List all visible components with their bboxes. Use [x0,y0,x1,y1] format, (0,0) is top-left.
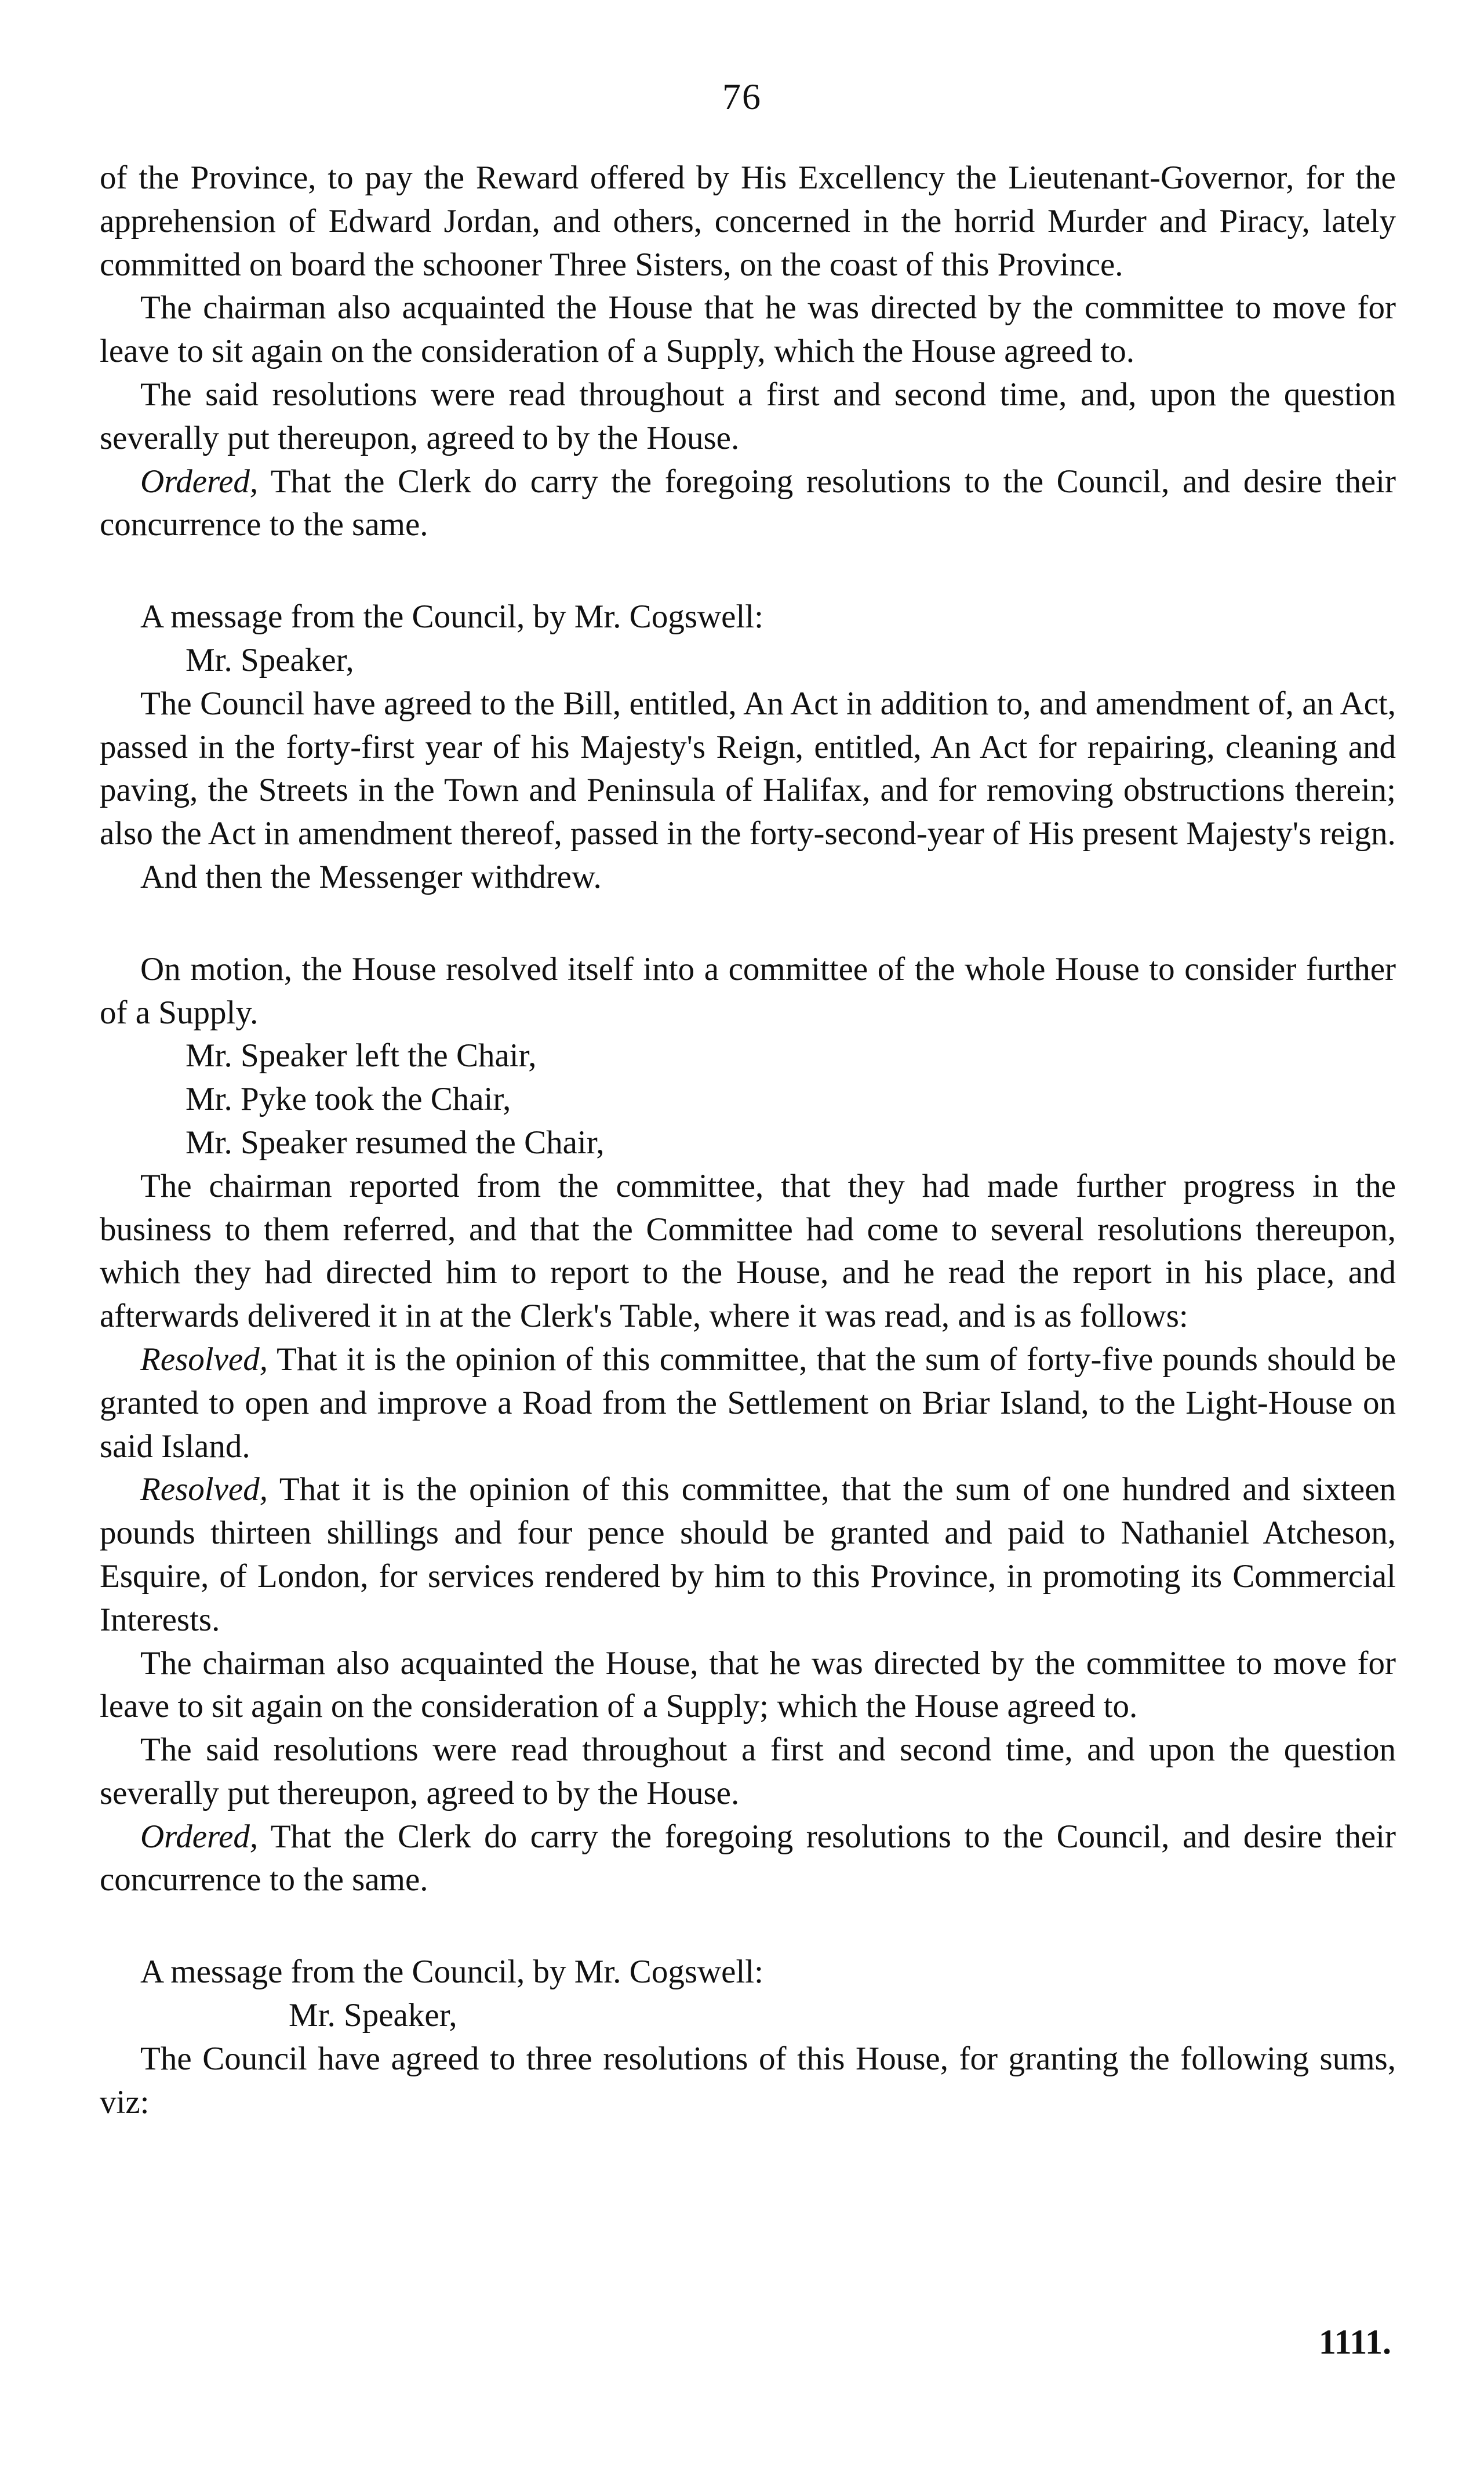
paragraph-council-message-2: A message from the Council, by Mr. Cogswell: [140,1954,763,1991]
journal-text [100,157,1396,2124]
catchword: 1111. [1318,2323,1391,2361]
paragraph-mr-speaker: Mr. Speaker, [186,641,354,678]
paragraph-speaker-left: Mr. Speaker left the Chair, [186,1037,537,1074]
resolved-text: That it is the opinion of this committee, that the sum of forty-five pounds should be granted to open and improve a Road from the Settlement on Briar Island, to the Light-House on said Island. [100,1341,1396,1465]
paragraph-reward-continuation: of the Province, to pay the Reward offered by His Excellency the Lieutenant-Governor, for the apprehension of Edward Jordan, and others, concerned in the horrid Murder and Piracy, lately committed on board the schooner Three Sisters, on the coast of this Province. [100,159,1396,283]
paragraph-messenger-withdrew: And then the Messenger withdrew. [140,858,602,895]
ordered-label: Ordered, [140,463,259,500]
paragraph-resolutions-read: The said resolutions were read throughout a first and second time, and, upon the question severally put thereupon, agreed to by the House. [100,376,1396,456]
resolved-label: Resolved, [140,1471,268,1508]
paragraph-ordered-2 [100,1815,1396,1902]
ordered-label: Ordered, [140,1818,259,1855]
ordered-text: That the Clerk do carry the foregoing resolutions to the Council, and desire their concurrence to the same. [100,1818,1396,1898]
paragraph-speaker-resumed: Mr. Speaker resumed the Chair, [186,1124,605,1161]
resolved-label: Resolved, [140,1341,268,1378]
resolved-text: That it is the opinion of this committee, that the sum of one hundred and sixteen pounds thirteen shillings and four pence should be granted and paid to Nathaniel Atcheson, Esquire, of London, for services rendered by him to this Province, in promoting its Commercial Interests. [100,1471,1396,1638]
paragraph-chairman-reported: The chairman reported from the committee, that they had made further progress in the business to them referred, and that the Committee had come to several resolutions thereupon, which they had directed him to report to the House, and he read the report in his place, and afterwards delivered it in at the Clerk's Table, where it was read, and is as follows: [100,1167,1396,1335]
paragraph-resolved-road [100,1338,1396,1468]
paragraph-resolved-atcheson [100,1468,1396,1642]
paragraph-council-three-resolutions: The Council have agreed to three resolutions of this House, for granting the following sums, viz: [100,2040,1396,2120]
paragraph-on-motion: On motion, the House resolved itself into a committee of the whole House to consider further of a Supply. [100,950,1396,1031]
paragraph-pyke-chair: Mr. Pyke took the Chair, [186,1081,511,1118]
paragraph-ordered [100,460,1396,547]
page-number: 76 [722,76,762,117]
paragraph-chairman-leave: The chairman also acquainted the House that he was directed by the committee to move for leave to sit again on the consideration of a Supply, which the House agreed to. [100,289,1396,370]
paragraph-council-message: A message from the Council, by Mr. Cogswell: [140,598,763,636]
paragraph-mr-speaker-2: Mr. Speaker, [289,1997,457,2034]
paragraph-council-bill: The Council have agreed to the Bill, entitled, An Act in addition to, and amendment of, an Act, passed in the forty-first year of his Majesty's Reign, entitled, An Act for repairing, cleaning and paving, the Streets in the Town and Peninsula of Halifax, and for removing obstructions therein; also the Act in amendment thereof, passed in the forty-second-year of His present Majesty's reign. [100,685,1396,852]
ordered-text: That the Clerk do carry the foregoing resolutions to the Council, and desire their concurrence to the same. [100,463,1396,543]
paragraph-chairman-leave-2: The chairman also acquainted the House, that he was directed by the committee to move for leave to sit again on the consideration of a Supply; which the House agreed to. [100,1644,1396,1725]
paragraph-resolutions-read-2: The said resolutions were read throughout a first and second time, and upon the question severally put thereupon, agreed to by the House. [100,1731,1396,1811]
